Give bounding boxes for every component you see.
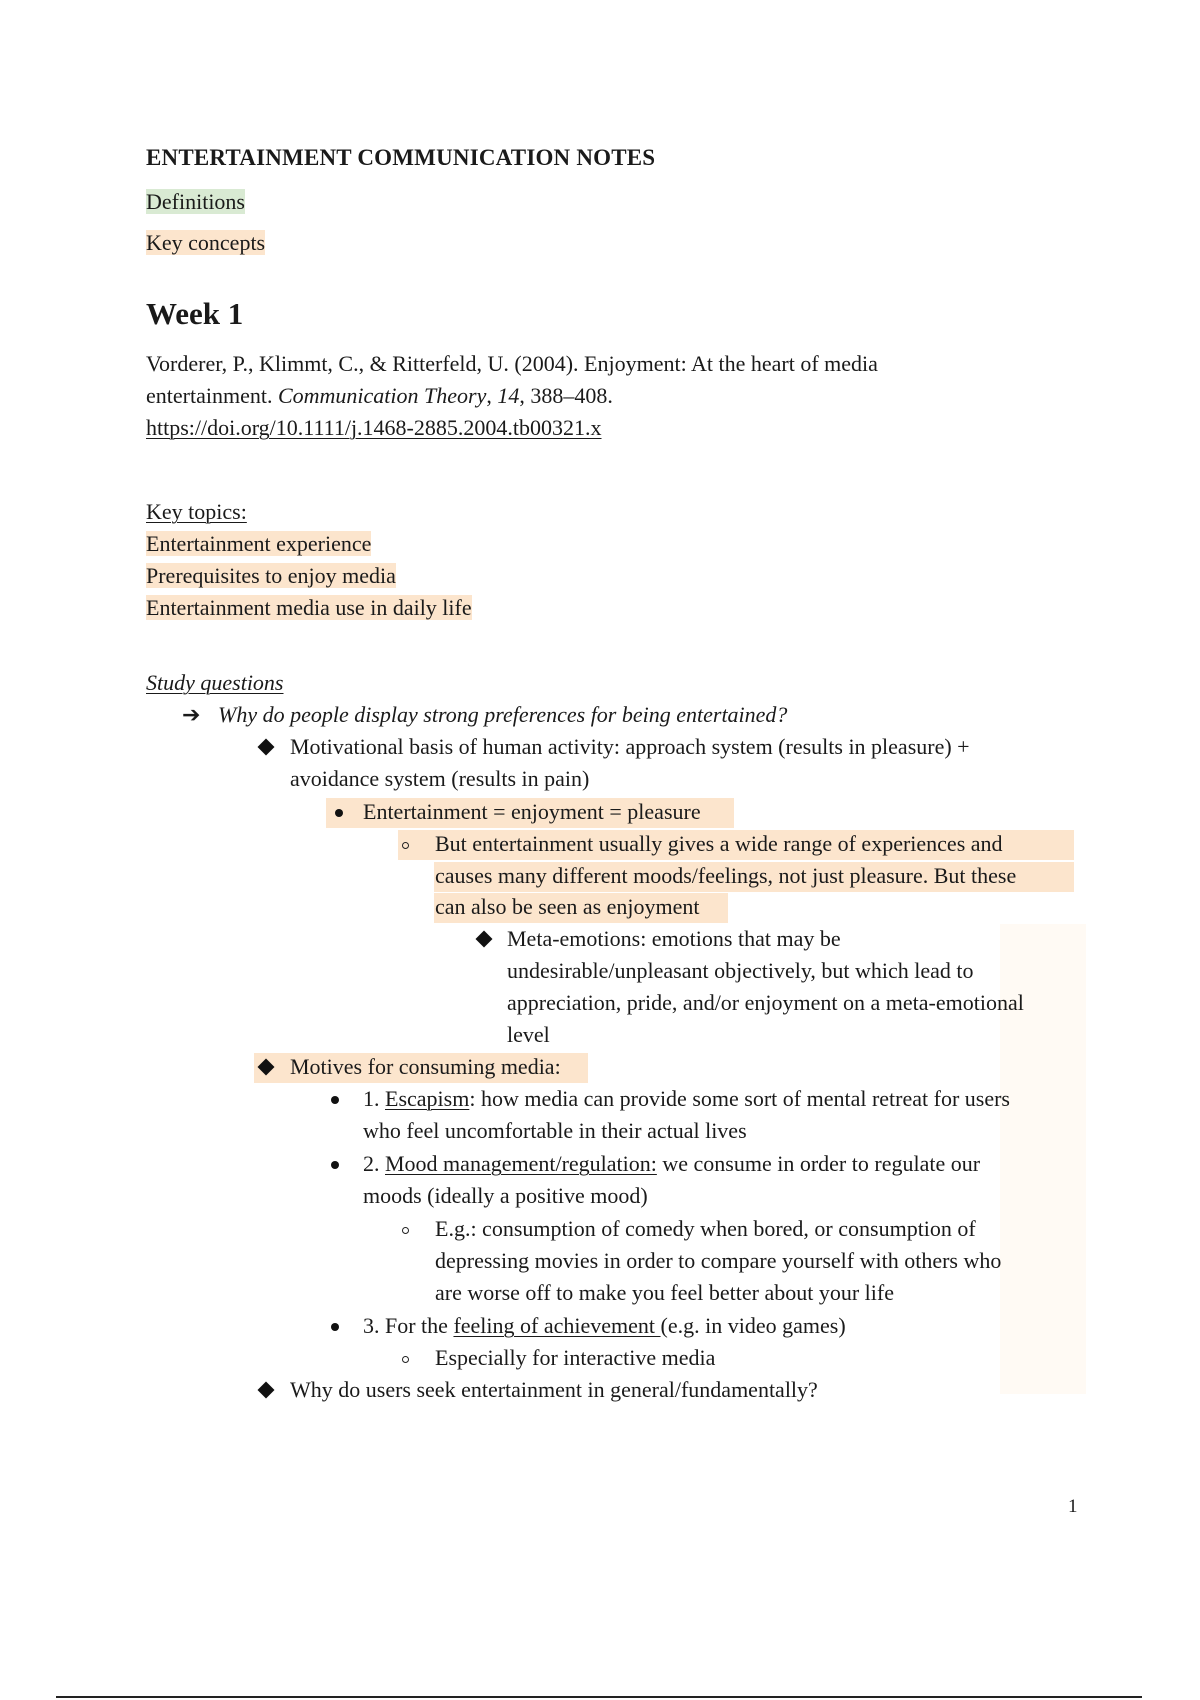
key-topics-heading-line <box>146 497 247 527</box>
reference-pages: , 388–408. <box>519 383 613 408</box>
reference-journal: Communication Theory <box>277 383 487 408</box>
enjoyment-line: Entertainment = enjoyment = pleasure <box>363 799 701 824</box>
why-users-line: Why do users seek entertainment in general/fundamentally? <box>290 1377 818 1402</box>
key-topic-item <box>146 593 472 623</box>
mood-term: Mood management/regulation: <box>385 1151 657 1176</box>
diamond-bullet-icon <box>476 931 493 948</box>
achievement-suffix: (e.g. in video games) <box>660 1313 846 1338</box>
key-topic-label: Prerequisites to enjoy media <box>146 563 396 588</box>
study-questions-heading-line <box>146 668 284 698</box>
reference-volume: 14 <box>497 383 520 408</box>
escapism-rest: : how media can provide some sort of mental retreat for users <box>469 1086 1010 1111</box>
meta-line-2: undesirable/unpleasant objectively, but which lead to <box>507 958 974 983</box>
key-topic-label: Entertainment media use in daily life <box>146 595 472 620</box>
reference-prefix: entertainment. <box>146 383 278 408</box>
escapism-term: Escapism <box>385 1086 470 1111</box>
reference-sep: , <box>486 383 498 408</box>
mood-line-2: moods (ideally a positive mood) <box>363 1183 648 1208</box>
circle-bullet-icon <box>402 1356 409 1363</box>
study-question: Why do people display strong preferences for being entertained? <box>218 702 788 727</box>
key-topic-item <box>146 561 396 591</box>
achievement-term: feeling of achievement <box>453 1313 661 1338</box>
circle-bullet-icon <box>402 842 409 849</box>
motivational-line-2: avoidance system (results in pain) <box>290 766 590 791</box>
mood-number: 2. <box>363 1151 385 1176</box>
but-line-2: causes many different moods/feelings, not just pleasure. But these <box>435 863 1017 888</box>
dot-bullet-icon <box>331 1161 339 1169</box>
diamond-bullet-icon <box>258 739 275 756</box>
but-line-1: But entertainment usually gives a wide range of experiences and <box>435 831 1003 856</box>
legend-key-concepts-label: Key concepts <box>146 230 266 255</box>
interactive-line: Especially for interactive media <box>435 1345 716 1370</box>
study-questions-heading: Study questions <box>146 670 284 695</box>
eg-line-3: are worse off to make you feel better about your life <box>435 1280 894 1305</box>
motives-line: Motives for consuming media: <box>290 1054 561 1079</box>
footer-divider <box>56 1696 1142 1698</box>
reference-line-2 <box>146 381 613 411</box>
reference-doi-link[interactable]: https://doi.org/10.1111/j.1468-2885.2004.tb00321.x <box>146 415 602 440</box>
dot-bullet-icon <box>335 809 343 817</box>
escapism-line-2: who feel uncomfortable in their actual lives <box>363 1118 747 1143</box>
meta-line-3: appreciation, pride, and/or enjoyment on a meta-emotional <box>507 990 1024 1015</box>
but-line-3: can also be seen as enjoyment <box>435 894 700 919</box>
reference-line-1: Vorderer, P., Klimmt, C., & Ritterfeld, U. (2004). Enjoyment: At the heart of media <box>146 351 878 376</box>
escapism-number: 1. <box>363 1086 385 1111</box>
document-title: ENTERTAINMENT COMMUNICATION NOTES <box>146 145 656 170</box>
legend-definitions-label: Definitions <box>146 189 245 214</box>
reference-doi-line <box>146 413 602 443</box>
key-topics-heading: Key topics: <box>146 499 247 524</box>
eg-line-1: E.g.: consumption of comedy when bored, or consumption of <box>435 1216 976 1241</box>
key-topic-item <box>146 529 371 559</box>
dot-bullet-icon <box>331 1096 339 1104</box>
mood-rest: we consume in order to regulate our <box>656 1151 981 1176</box>
motivational-line-1: Motivational basis of human activity: approach system (results in pleasure) + <box>290 734 970 759</box>
circle-bullet-icon <box>402 1227 409 1234</box>
achievement-line <box>363 1311 846 1341</box>
key-topic-label: Entertainment experience <box>146 531 372 556</box>
escapism-line-1 <box>363 1084 1010 1114</box>
diamond-bullet-icon <box>258 1382 275 1399</box>
legend-definitions <box>146 187 245 217</box>
arrow-icon: ➔ <box>182 702 201 727</box>
meta-line-1: Meta-emotions: emotions that may be <box>507 926 841 951</box>
mood-line-1 <box>363 1149 980 1179</box>
week-heading: Week 1 <box>146 296 244 331</box>
dot-bullet-icon <box>331 1323 339 1331</box>
legend-key-concepts <box>146 228 265 258</box>
eg-line-2: depressing movies in order to compare yourself with others who <box>435 1248 1002 1273</box>
meta-line-4: level <box>507 1022 550 1047</box>
page-number: 1 <box>1068 1496 1078 1517</box>
achievement-prefix: 3. For the <box>363 1313 454 1338</box>
